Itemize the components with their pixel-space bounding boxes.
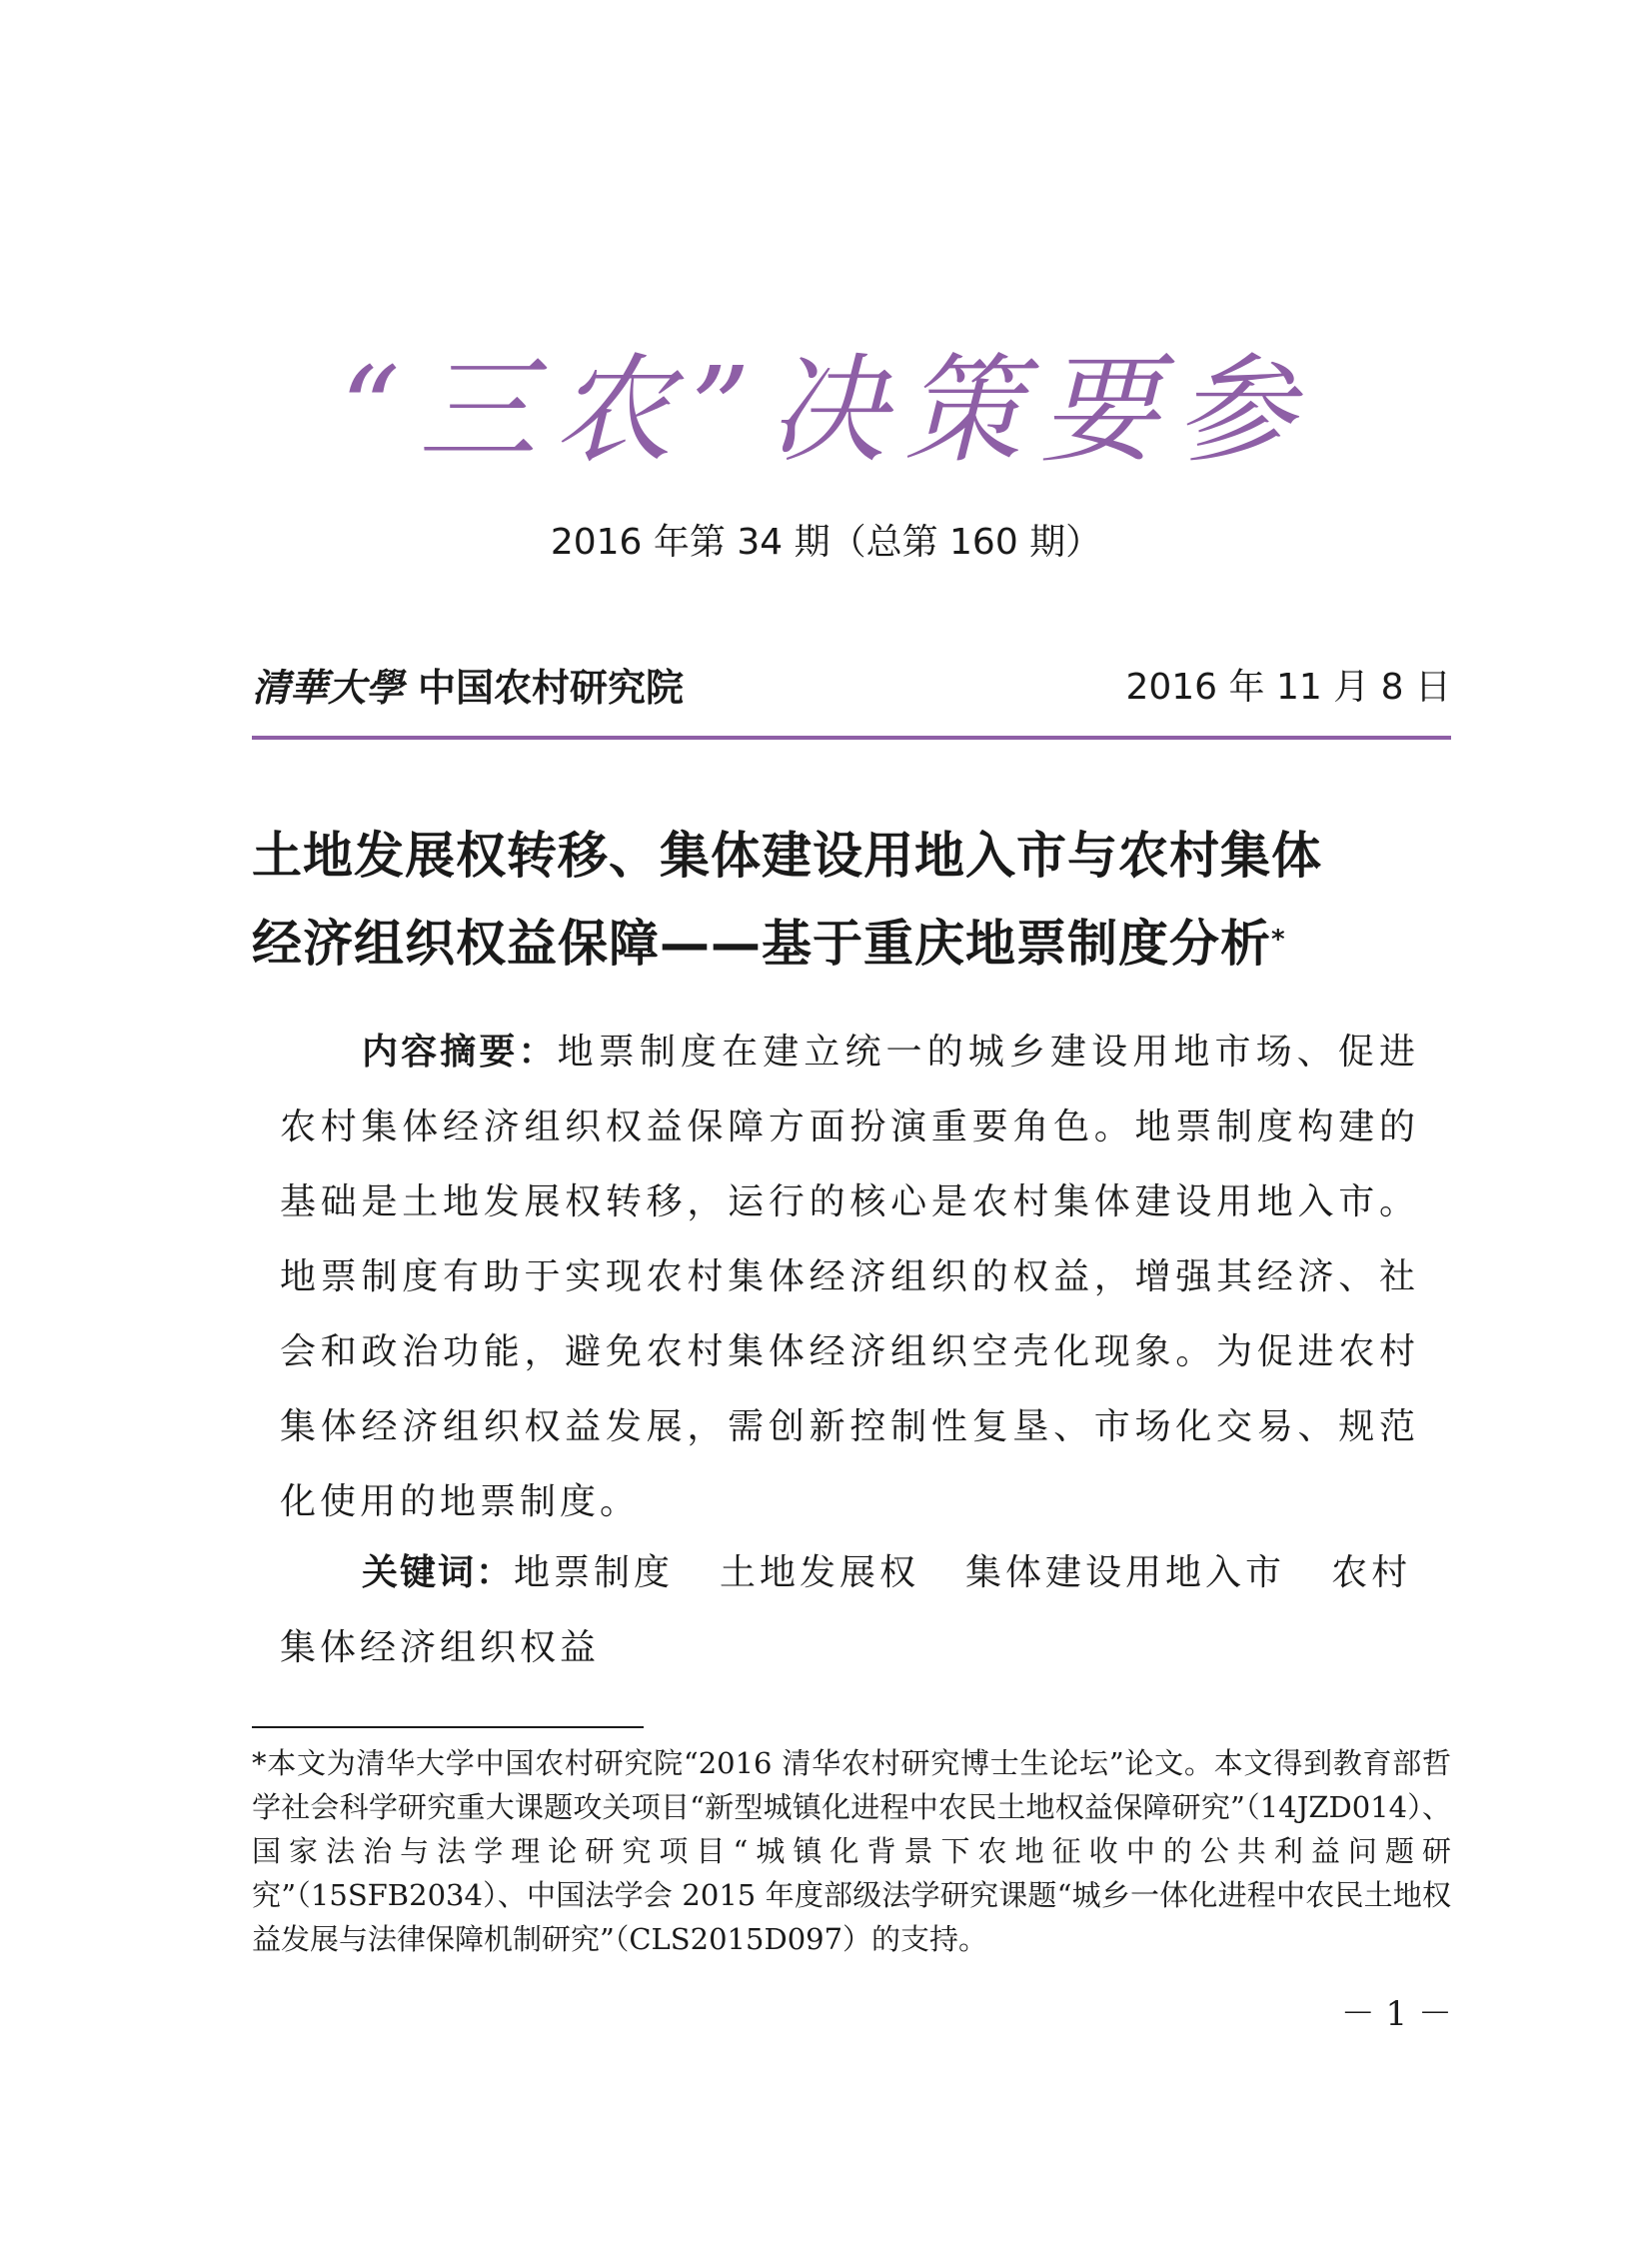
footnote-divider xyxy=(252,1726,644,1728)
keyword: 农村集体经济组织权益 xyxy=(280,1552,1412,1668)
institution-name xyxy=(252,658,684,718)
header-row xyxy=(252,658,1451,718)
title-line-2 xyxy=(252,900,1451,988)
title-footnote-marker: * xyxy=(1271,925,1286,955)
abstract-label: 内容摘要： xyxy=(362,1032,558,1073)
publication-date: 2016 年 11 月 8 日 xyxy=(1125,667,1451,708)
header-divider xyxy=(252,736,1451,740)
keywords xyxy=(280,1535,1419,1685)
footnote: *本文为清华大学中国农村研究院“2016 清华农村研究博士生论坛”论文。本文得到教育部哲学社会科学研究重大课题攻关项目“新型城镇化进程中农民土地权益保障研究”（14JZD014）、国家法治与法学理论研究项目“城镇化背景下农地征收中的公共利益问题研究”（15SFB2034）、中国法学会 2015 年度部级法学研究课题“城乡一体化进程中农民土地权益发展与法律保障机制研究”（CLS2015D097）的支持。 xyxy=(252,1746,1451,1956)
keywords-label: 关键词： xyxy=(362,1552,515,1593)
title-line-2-text: 经济组织权益保障——基于重庆地票制度分析 xyxy=(252,915,1271,973)
abstract-text: 地票制度在建立统一的城乡建设用地市场、促进农村集体经济组织权益保障方面扮演重要角色。地票制度构建的基础是土地发展权转移，运行的核心是农村集体建设用地入市。地票制度有助于实现农村集体经济组织的权益，增强其经济、社会和政治功能，避免农村集体经济组织空壳化现象。为促进农村集体经济组织权益发展，需创新控制性复垦、市场化交易、规范化使用的地票制度。 xyxy=(280,1032,1419,1522)
issue-number: 2016 年第 34 期（总第 160 期） xyxy=(550,522,1102,563)
abstract xyxy=(280,1015,1419,1539)
keyword: 地票制度 xyxy=(514,1552,675,1593)
keyword: 集体建设用地入市 xyxy=(965,1552,1286,1593)
title-line-1: 土地发展权转移、集体建设用地入市与农村集体 xyxy=(252,827,1322,885)
university-logo: 清華大學 xyxy=(252,665,405,710)
keyword: 土地发展权 xyxy=(720,1552,920,1593)
masthead-title: “三农”决策要参 xyxy=(340,341,1312,479)
page-number: － 1 － xyxy=(1340,1994,1452,2034)
institute-name: 中国农村研究院 xyxy=(418,665,685,710)
article-title xyxy=(252,812,1451,988)
